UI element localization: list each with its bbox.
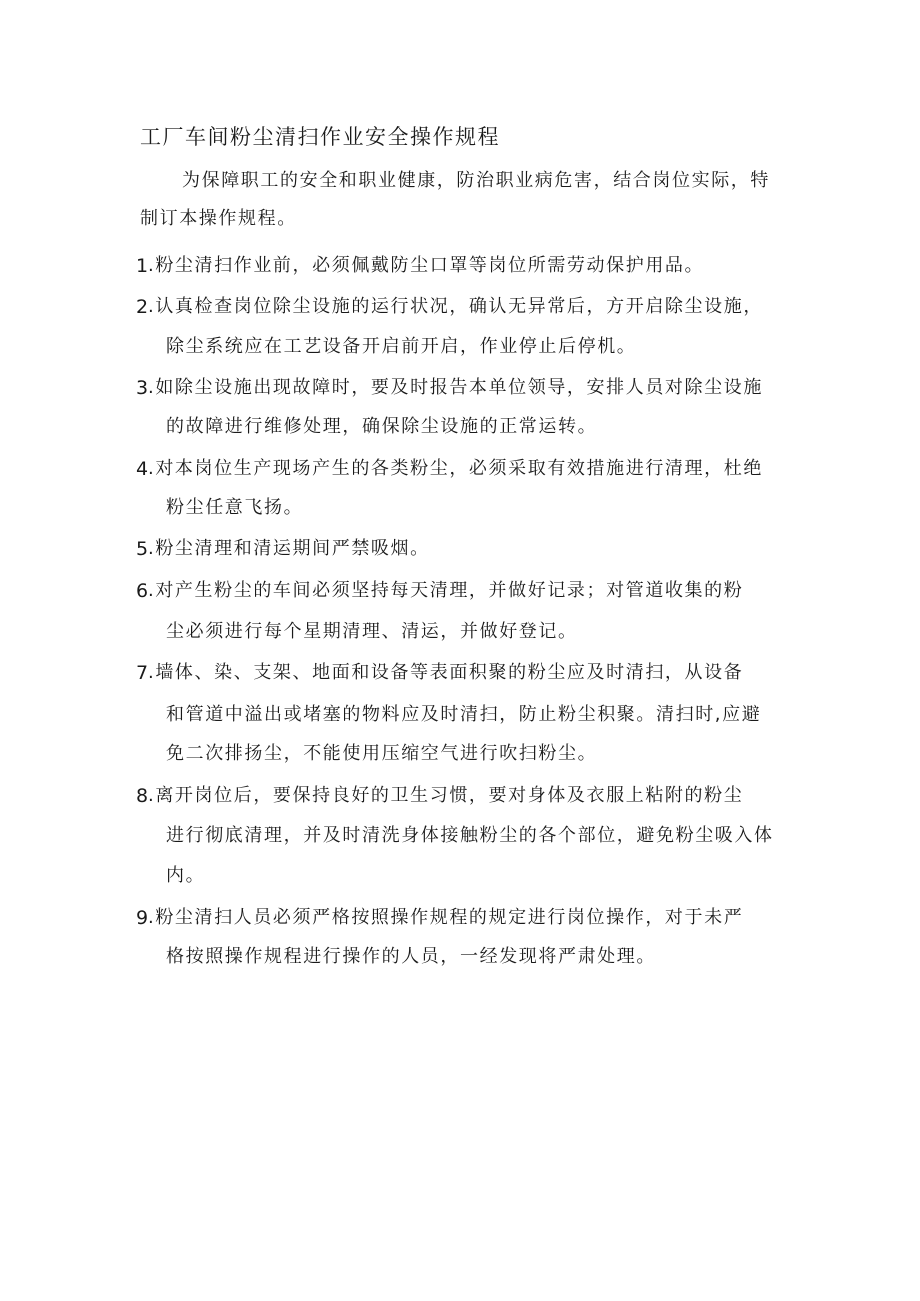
item-7-line-2: 和管道中溢出或堵塞的物料应及时清扫，防止粉尘积聚。清扫时,应避 (166, 704, 762, 725)
item-number: 6 (136, 580, 149, 602)
item-number: 8 (136, 785, 149, 807)
item-2-line-1: .认真检查岗位除尘设施的运行状况，确认无异常后，方开启除尘设施， (148, 296, 763, 317)
item-6-line-1: .对产生粉尘的车间必须坚持每天清理，并做好记录；对管道收集的粉 (148, 580, 744, 601)
item-1-line-1: .粉尘清扫作业前，必须佩戴防尘口罩等岗位所需劳动保护用品。 (148, 255, 705, 276)
item-4-line-2: 粉尘任意飞扬。 (166, 497, 304, 518)
item-4-line-1: .对本岗位生产现场产生的各类粉尘，必须采取有效措施进行清理，杜绝 (148, 458, 763, 479)
item-5-line-1: .粉尘清理和清运期间严禁吸烟。 (148, 538, 430, 559)
item-7-line-1: .墙体、染、支架、地面和设备等表面积聚的粉尘应及时清扫，从设备 (148, 662, 744, 683)
item-2-line-2: 除尘系统应在工艺设备开启前开启，作业停止后停机。 (166, 336, 637, 357)
item-number: 4 (136, 458, 149, 480)
item-7-line-3: 免二次排扬尘，不能使用压缩空气进行吹扫粉尘。 (166, 743, 598, 764)
item-8-line-1: .离开岗位后，要保持良好的卫生习惯，要对身体及衣服上粘附的粉尘 (148, 785, 744, 806)
item-number: 3 (136, 377, 149, 399)
item-number: 2 (136, 296, 149, 318)
intro-line-1: 为保障职工的安全和职业健康，防治职业病危害，结合岗位实际，特 (182, 170, 770, 191)
item-9-line-2: 格按照操作规程进行操作的人员，一经发现将严肃处理。 (166, 946, 656, 967)
item-8-line-2: 进行彻底清理，并及时清洗身体接触粉尘的各个部位，避免粉尘吸入体 (166, 825, 774, 846)
item-3-line-1: .如除尘设施出现故障时，要及时报告本单位领导，安排人员对除尘设施 (148, 377, 763, 398)
item-9-line-1: .粉尘清扫人员必须严格按照操作规程的规定进行岗位操作，对于未严 (148, 907, 744, 928)
item-number: 5 (136, 538, 149, 560)
document-title: 工厂车间粉尘清扫作业安全操作规程 (140, 125, 500, 149)
item-6-line-2: 尘必须进行每个星期清理、清运，并做好登记。 (166, 621, 578, 642)
item-8-line-3: 内。 (166, 865, 206, 886)
item-number: 7 (136, 662, 149, 684)
item-3-line-2: 的故障进行维修处理，确保除尘设施的正常运转。 (166, 416, 598, 437)
item-number: 1 (136, 255, 149, 277)
item-number: 9 (136, 907, 149, 929)
intro-line-2: 制订本操作规程。 (140, 208, 297, 229)
